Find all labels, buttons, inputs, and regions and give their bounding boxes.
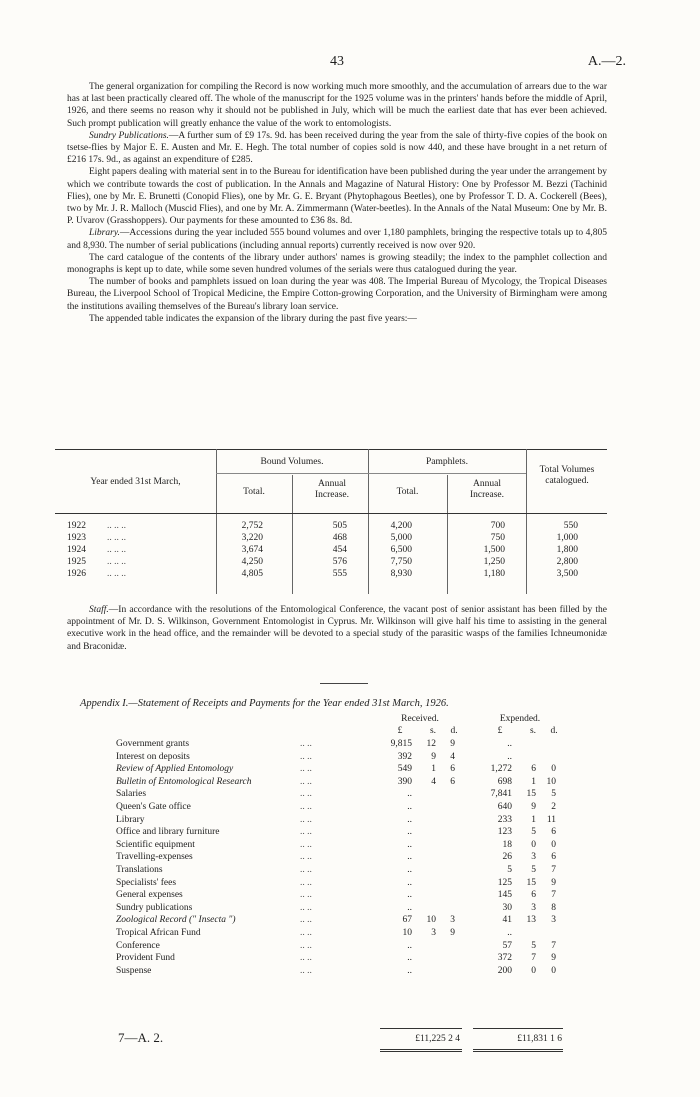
account-label: General expenses (116, 890, 183, 901)
account-amount: 9 (431, 751, 436, 762)
account-row (0, 827, 700, 839)
leader-dots: .. .. (300, 928, 312, 938)
paragraph-card-catalogue: The card catalogue of the contents of the library under authors' names is growing steadily; the index to the pamphlet collection and monographs is kept up to date, while some seven hundred volumes of the serials were thus catalogued during the year. (67, 252, 607, 276)
library-cell-pamph-inc: 1,250 (483, 557, 505, 567)
account-amount: .. (407, 902, 412, 913)
account-row (0, 878, 700, 890)
leader-dots: .. .. (300, 940, 312, 951)
leader-dots: .. .. (300, 877, 312, 888)
account-label: Suspense (116, 965, 152, 976)
account-label: Travelling-expenses (116, 852, 193, 863)
account-amount: 5 (551, 789, 556, 800)
account-row (0, 777, 700, 789)
library-row-year: 1922 (67, 521, 86, 531)
sundry-publications-text: —A further sum of £9 17s. 9d. has been received during the year from the sale of thirty-five copies of the book on tsetse-flies by Major E. E. Austen and Mr. E. Hegh. The total number of copies sold is now 440, and these have brought in a net return of £216 17s. 9d., as against an expenditure of £285. (67, 130, 607, 166)
account-amount: 9 (551, 953, 556, 964)
account-amount: 233 (497, 814, 512, 825)
account-row (0, 890, 700, 902)
library-cell-pamph-total: 8,930 (390, 569, 412, 579)
library-cell-bound-total: 2,752 (241, 521, 263, 531)
col-year-header: Year ended 31st March, (90, 477, 181, 487)
leader-dots: .. .. (300, 902, 312, 913)
table-group-rule (216, 473, 526, 474)
library-cell-bound-inc: 454 (332, 545, 347, 555)
total-double-rule (473, 1049, 563, 1050)
leader-dots: .. .. (300, 852, 312, 863)
col-bound-annual-header: Annual Increase. (314, 479, 349, 500)
library-cell-bound-total: 4,250 (241, 557, 263, 567)
account-amount: 6 (531, 764, 536, 775)
account-label: Specialists' fees (116, 877, 177, 888)
account-amount: 57 (502, 940, 512, 951)
library-cell-pamph-total: 7,750 (390, 557, 412, 567)
section-divider (320, 683, 368, 684)
col-bound-total-header: Total. (243, 487, 265, 497)
account-amount: 0 (531, 839, 536, 850)
account-amount: 145 (497, 890, 512, 901)
account-label: Provident Fund (116, 953, 175, 964)
account-label: Interest on deposits (116, 751, 190, 762)
account-amount: 5 (531, 940, 536, 951)
page-number: 43 (330, 54, 344, 69)
account-amount: 9 (531, 802, 536, 812)
library-row-year: 1923 (67, 533, 86, 543)
account-amount: 0 (551, 965, 556, 976)
account-label: Scientific equipment (116, 839, 195, 850)
account-amount: 41 (502, 915, 512, 926)
library-cell-catalogued: 3,500 (556, 569, 578, 579)
paragraph-staff (67, 604, 607, 653)
account-amount: 1 (531, 776, 536, 787)
account-amount: 11 (546, 814, 556, 825)
account-label: Queen's Gate office (116, 802, 191, 812)
account-amount: .. (507, 928, 512, 938)
account-amount: 9 (551, 877, 556, 888)
account-amount: .. (407, 839, 412, 850)
account-amount: 6 (531, 890, 536, 901)
account-amount: 9 (450, 739, 455, 749)
account-amount: 9,815 (390, 739, 412, 749)
account-amount: 0 (551, 839, 556, 850)
account-amount: 2 (551, 802, 556, 812)
paragraph-sundry-publications (67, 130, 607, 167)
account-amount: 549 (397, 764, 412, 775)
col-received-header: Received. (401, 714, 439, 724)
account-amount: .. (407, 814, 412, 825)
library-cell-bound-inc: 555 (332, 569, 347, 579)
appendix-title: Appendix I.—Statement of Receipts and Payments for the Year ended 31st March, 1926. (80, 698, 449, 709)
library-row-year: 1926 (67, 569, 86, 579)
total-received: £11,225 2 4 (415, 1034, 460, 1044)
account-label: Zoological Record (" Insecta ") (116, 915, 236, 926)
col-expended-header: Expended. (499, 714, 541, 724)
library-cell-pamph-total: 6,500 (390, 545, 412, 555)
account-amount: 698 (497, 776, 512, 787)
leader-dots: .. .. (300, 865, 312, 875)
account-row (0, 915, 700, 927)
leader-dots: .. .. (300, 839, 312, 850)
account-amount: 7 (551, 865, 556, 875)
leader-dots: .. .. .. (107, 545, 126, 555)
leader-dots: .. .. .. (107, 521, 126, 531)
account-amount: 640 (497, 802, 512, 812)
account-row (0, 764, 700, 776)
account-amount: 7 (551, 890, 556, 901)
account-amount: 8 (551, 902, 556, 913)
paragraph-identification-papers: Eight papers dealing with material sent in to the Bureau for identification have been published during the year under the arrangement by which we contribute towards the cost of publication. In the Annals and Magazine of Natural History: One by Professor M. Bezzi (Tachinid Flies), one by Mr. E. Brunetti (Conopid Flies), one by Mr. G. E. Bryant (Phytophagous Beetles), one by Professor T. D. A. Cockerell (Bees), two by Mr. J. R. Malloch (Muscid Flies), and one by Mr. A. Zimmermann (Water-beetles). In the Annals of the Natal Museum: One by Mr. B. P. Uvarov (Grasshoppers). Our payments for these amounted to £36 8s. 8d. (67, 167, 607, 227)
unit-pounds: £ (497, 726, 503, 736)
leader-dots: .. .. .. (107, 533, 126, 543)
staff-label: Staff. (89, 605, 109, 615)
account-amount: .. (407, 953, 412, 964)
unit-pence: d. (450, 726, 458, 736)
staff-text: —In accordance with the resolutions of the Entomological Conference, the vacant post of senior assistant has been filled by the appointment of Mr. D. S. Wilkinson, Government Entomologist in Cyprus. Mr. Wilkinson will give half his time to assisting in the general executive work in the head office, and the remainder will be devoted to a special study of the parasitic wasps of the families Ichneumonidæ and Braconidæ. (67, 605, 607, 652)
account-amount: 3 (531, 852, 536, 863)
account-row (0, 840, 700, 852)
account-amount: 5 (531, 865, 536, 875)
table-header-rule (55, 513, 607, 514)
account-amount: 10 (546, 776, 556, 787)
paragraph-record: The general organization for compiling the Record is now working much more smoothly, and the accumulation of arrears due to the war has at last been practically cleared off. The whole of the manuscript for the 1925 volume was in the printers' hands before the middle of April, 1926, and there seems no reason why it should not be published in July, which will be much the earliest date that has ever been achieved. Such prompt publication will greatly enhance the value of the work to entomologists. (67, 82, 607, 129)
account-amount: 7 (551, 940, 556, 951)
leader-dots: .. .. (300, 802, 312, 812)
account-amount: 10 (426, 915, 436, 926)
sundry-publications-label: Sundry Publications. (89, 130, 169, 141)
account-row (0, 739, 700, 751)
unit-pounds: £ (397, 726, 403, 736)
account-row (0, 928, 700, 940)
body-text (67, 81, 607, 325)
account-amount: 6 (551, 852, 556, 863)
account-amount: .. (507, 739, 512, 749)
account-amount: 3 (431, 928, 436, 938)
library-cell-pamph-inc: 1,180 (483, 569, 505, 579)
account-amount: 7 (531, 953, 536, 964)
account-row (0, 852, 700, 864)
account-amount: 6 (551, 827, 556, 838)
leader-dots: .. .. .. (107, 557, 126, 567)
account-amount: 6 (450, 764, 455, 775)
account-amount: 125 (497, 877, 512, 888)
account-amount: 9 (450, 928, 455, 938)
col-pamphlets-annual-header: Annual Increase. (469, 479, 504, 500)
account-amount: 3 (531, 902, 536, 913)
account-amount: .. (407, 789, 412, 800)
staff-section (67, 604, 607, 653)
account-row (0, 865, 700, 877)
account-row (0, 789, 700, 801)
table-top-rule (55, 449, 607, 450)
account-amount: .. (407, 865, 412, 875)
col-pamphlets-total-header: Total. (396, 487, 419, 497)
total-rule (380, 1028, 462, 1029)
account-amount: 200 (497, 965, 512, 976)
account-amount: 15 (526, 877, 536, 888)
library-cell-bound-inc: 468 (332, 533, 347, 543)
account-amount: .. (407, 940, 412, 951)
account-row (0, 941, 700, 953)
account-amount: .. (507, 751, 512, 762)
account-row (0, 966, 700, 978)
account-amount: 5 (507, 865, 512, 875)
library-cell-pamph-total: 4,200 (390, 521, 412, 531)
account-amount: 26 (502, 852, 512, 863)
account-amount: 1,272 (490, 764, 512, 775)
total-expended: £11,831 1 6 (517, 1034, 562, 1044)
unit-shillings: s. (529, 726, 537, 736)
account-amount: 392 (397, 751, 412, 762)
total-double-rule (380, 1049, 462, 1050)
account-label: Library (116, 814, 145, 825)
unit-pence: d. (550, 726, 558, 736)
total-double-rule (380, 1051, 462, 1052)
account-amount: .. (407, 965, 412, 976)
account-amount: 0 (551, 764, 556, 775)
account-row (0, 953, 700, 965)
leader-dots: .. .. .. (107, 569, 126, 579)
leader-dots: .. .. (300, 915, 312, 926)
total-rule (473, 1028, 563, 1029)
library-row-year: 1925 (67, 557, 86, 567)
account-amount: .. (407, 852, 412, 863)
account-label: Bulletin of Entomological Research (116, 776, 252, 787)
account-amount: 30 (502, 902, 512, 913)
account-amount: 13 (526, 915, 536, 926)
col-catalogued-header: Total Volumes catalogued. (539, 465, 595, 486)
account-amount: 3 (450, 915, 455, 926)
unit-shillings: s. (429, 726, 437, 736)
total-double-rule (473, 1051, 563, 1052)
account-label: Sundry publications (116, 902, 193, 913)
leader-dots: .. .. (300, 814, 312, 825)
library-cell-catalogued: 550 (563, 521, 578, 531)
library-row-year: 1924 (67, 545, 86, 555)
library-cell-pamph-inc: 700 (490, 521, 505, 531)
library-cell-bound-total: 3,674 (241, 545, 263, 555)
account-amount: .. (407, 890, 412, 901)
library-cell-catalogued: 1,000 (556, 533, 578, 543)
account-amount: .. (407, 802, 412, 812)
library-cell-pamph-total: 5,000 (390, 533, 412, 543)
paragraph-library (67, 227, 607, 251)
account-amount: 0 (531, 965, 536, 976)
account-amount: 5 (531, 827, 536, 838)
account-amount: 12 (426, 739, 436, 749)
library-cell-pamph-inc: 750 (490, 533, 505, 543)
account-amount: .. (407, 877, 412, 888)
account-amount: 15 (526, 789, 536, 800)
library-cell-catalogued: 2,800 (556, 557, 578, 567)
account-amount: 4 (431, 776, 436, 787)
account-label: Office and library furniture (116, 827, 220, 838)
account-row (0, 802, 700, 814)
account-amount: 67 (402, 915, 412, 926)
leader-dots: .. .. (300, 764, 312, 775)
footer-reference: 7—A. 2. (118, 1030, 164, 1045)
leader-dots: .. .. (300, 965, 312, 976)
account-amount: 390 (397, 776, 412, 787)
account-label: Translations (116, 865, 163, 875)
account-amount: 1 (531, 814, 536, 825)
account-amount: 123 (497, 827, 512, 838)
library-label: Library. (89, 228, 120, 239)
account-amount: .. (407, 827, 412, 838)
col-bound-volumes-header: Bound Volumes. (260, 457, 324, 467)
account-amount: 3 (551, 915, 556, 926)
library-cell-catalogued: 1,800 (556, 545, 578, 555)
account-amount: 6 (450, 776, 455, 787)
paragraph-table-intro: The appended table indicates the expansion of the library during the past five years:— (89, 313, 417, 324)
account-label: Salaries (116, 789, 147, 800)
library-cell-pamph-inc: 1,500 (483, 545, 505, 555)
account-amount: 10 (402, 928, 412, 938)
leader-dots: .. .. (300, 890, 312, 901)
account-amount: 18 (502, 839, 512, 850)
leader-dots: .. .. (300, 827, 312, 838)
account-amount: 4 (450, 751, 455, 762)
paragraph-loans: The number of books and pamphlets issued on loan during the year was 408. The Imperial Bureau of Mycology, the Tropical Diseases Bureau, the Liverpool School of Tropical Medicine, the Empire Cotton-growing Corporation, and the University of Birmingham were among the institutions availing themselves of the Bureau's library loan service. (67, 277, 607, 312)
leader-dots: .. .. (300, 953, 312, 964)
leader-dots: .. .. (300, 776, 312, 787)
library-cell-bound-inc: 505 (332, 521, 347, 531)
leader-dots: .. .. (300, 789, 312, 800)
account-label: Government grants (116, 739, 190, 749)
leader-dots: .. .. (300, 739, 312, 749)
library-text: —Accessions during the year included 555 bound volumes and over 1,180 pamphlets, bringing the respective totals up to 4,805 and 8,930. The number of serial publications (including annual reports) currently received is now over 920. (67, 228, 607, 251)
account-amount: 372 (497, 953, 512, 964)
document-reference: A.—2. (587, 54, 626, 69)
account-label: Review of Applied Entomology (116, 764, 234, 775)
library-cell-bound-inc: 576 (332, 557, 347, 567)
account-row (0, 815, 700, 827)
library-cell-bound-total: 3,220 (241, 533, 263, 543)
account-label: Conference (116, 940, 160, 951)
account-amount: 7,841 (490, 789, 512, 800)
account-row (0, 903, 700, 915)
account-label: Tropical African Fund (116, 928, 201, 938)
leader-dots: .. .. (300, 751, 312, 762)
library-cell-bound-total: 4,805 (241, 569, 263, 579)
account-row (0, 752, 700, 764)
library-table (55, 449, 607, 594)
col-pamphlets-header: Pamphlets. (426, 457, 468, 467)
account-amount: 1 (431, 764, 436, 775)
